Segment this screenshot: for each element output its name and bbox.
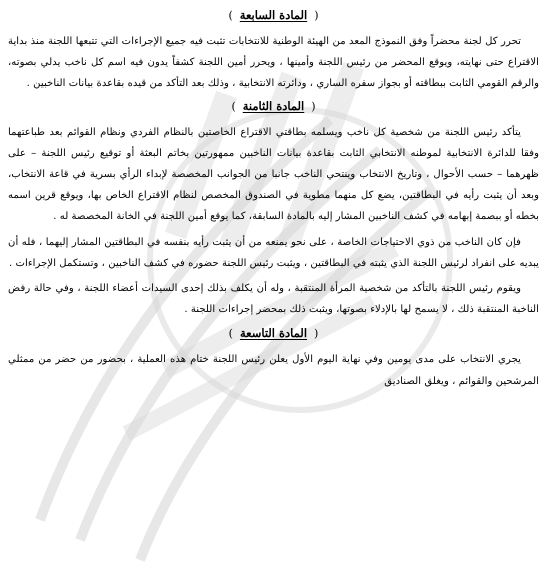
heading-paren-open: ( xyxy=(314,327,319,341)
article-8-paragraph-2: فإن كان الناخب من ذوي الاحتياجات الخاصة ، على نحو يمنعه من أن يثبت رأيه بنفسه في البطاقتين المشار إليهما ، فله أن يبديه على انفراد لرئيس اللجنة الذي يثبته في البطاقتين ، ويثبت رئيس اللجنة حضوره في كشف الناخبين ، وتستكمل الإجراءات . xyxy=(8,236,539,269)
article-7-heading xyxy=(8,6,539,25)
article-9-heading xyxy=(8,324,539,343)
heading-paren-close: ) xyxy=(231,99,236,113)
heading-paren-close: ) xyxy=(228,9,233,22)
article-8-heading xyxy=(8,97,539,116)
article-8-paragraph-3: ويقوم رئيس اللجنة بالتأكد من شخصية المرأة المنتقبة ، وله أن يكلف بذلك إحدى السيدات أعضاء اللجنة ، وفي حالة رفض الناخبة المنتقبة ذلك ، لا يسمح لها بالإدلاء بصوتها، ويثبت ذلك بمحضر إجراءات اللجنة . xyxy=(8,283,539,316)
article-8-paragraph-1: يتأكد رئيس اللجنة من شخصية كل ناخب ويسلمه بطاقتي الاقتراع الخاصتين بالنظام الفردي ونظام القوائم بعد طباعتهما وفقا للدائرة الانتخابية لموطنه الانتخابي الثابت بقاعدة بيانات الناخبين ممهورتين بخاتم البعثة أو توقيع رئيس اللجنة – على ظهرهما – حسب الأحوال ، وتاريخ الانتخاب وينتحي الناخب جانبا من الجوانب المخصصة لإبداء الرأي بسرية في قاعة الانتخاب، وبعد أن يثبت رأيه في البطاقتين، يضع كل منهما مطوية في الصندوق المخصص لنظام الاقتراع الخاص بها، ويوقع قرين اسمه بخطه أو ببصمة إبهامه في كشف الناخبين المشار إليه بالمادة السابقة، كما يوقع أمين اللجنة في الخانة المخصصة له . xyxy=(8,126,539,223)
article-8-title: المادة الثامنة xyxy=(242,98,305,113)
article-7-paragraph-1: تحرر كل لجنة محضراً وفق النموذج المعد من الهيئة الوطنية للانتخابات تثبت فيه جميع الإجراءات التي تتبعها اللجنة منذ بداية الاقتراع حتى نهايته، ويوقع المحضر من رئيس اللجنة وأمينها ، ويحرر أمين اللجنة كشفاً يدون فيه اسم كل ناخب يدلي بصوته، والرقم القومي الثابت ببطاقته أو بجواز سفره الساري ، ودائرته الانتخابية ، وذلك بعد التأكد من قيده بقاعدة بيانات الناخبين . xyxy=(8,36,539,90)
heading-paren-close: ) xyxy=(228,327,233,341)
article-9-title: المادة التاسعة xyxy=(239,326,308,341)
article-9-paragraph-1: يجري الانتخاب على مدى يومين وفي نهاية اليوم الأول يعلن رئيس اللجنة ختام هذه العملية ، بحضور من حضر من ممثلي المرشحين والقوائم ، ويغلق الصناديق xyxy=(8,354,539,387)
document-page xyxy=(8,6,539,573)
heading-paren-open: ( xyxy=(311,99,316,113)
heading-paren-open: ( xyxy=(314,9,319,22)
article-7-title: المادة السابعة xyxy=(239,8,308,22)
